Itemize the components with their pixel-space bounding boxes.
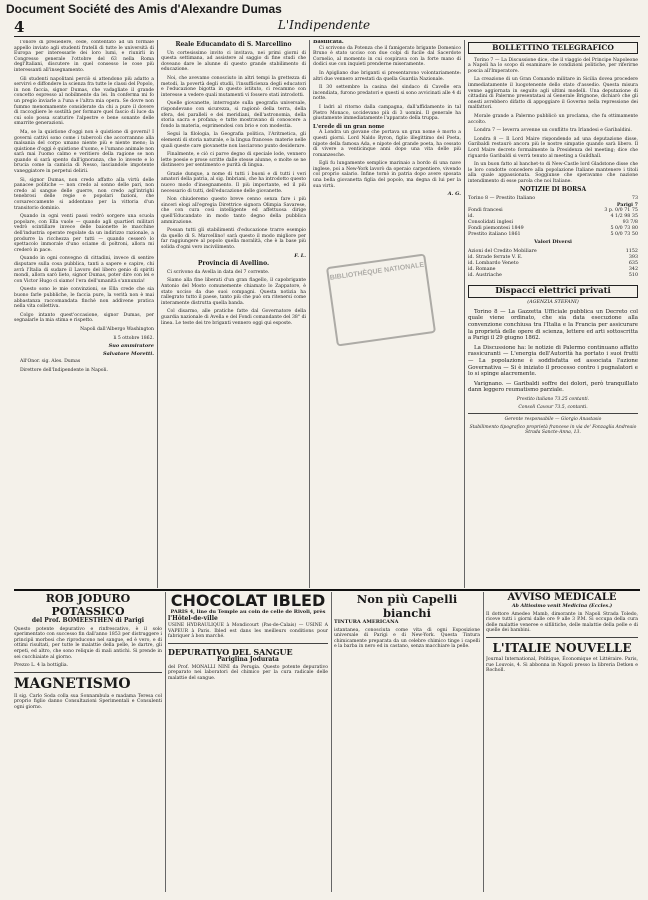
paragraph: Il 30 settembre la casina del sindaco di Cavelle era incendiata, furono predatori e questi si sono avvicinati alle 4 di notte.: [313, 85, 461, 102]
finance-value: 4 1/2 98 35: [610, 214, 638, 220]
ad-rob-joduro: [14, 592, 162, 892]
addressee: Direttore dell'Indipendente in Napoli.: [20, 367, 108, 373]
paragraph: La creazione di un Gran Comando militare in Sicilia dovea procedere immediatamente il luogotenente dello stato d'assedio. Questa misura venne aggiornata in seguito agli ultimi modelli. Una deputazione di cittadini di Palermo presentatasi al Generale Brignone, dichiarò che gli onesti avrebbero difatto di appoggiare il Governo nella repressione dei malfattori.: [468, 77, 638, 111]
finance-label: Parigi 7: [616, 202, 638, 209]
finance-value: 5 0/0 73 50: [610, 232, 638, 238]
dispatches-title: Dispacci elettrici privati: [468, 285, 638, 299]
valori-value: 510: [628, 272, 638, 278]
ad-title: CHOCOLAT IBLED: [170, 592, 326, 610]
finance-value: 5 0/0 73 80: [610, 226, 638, 232]
finance-label: Prestito italiano 1861: [468, 232, 521, 238]
paragraph: Siamo alla fine liberati d'un gran flagello, il capobrigante Antonio del Mosto comunemente chiamato lo Zappatore, è stato ucciso da due suoi compagni. Questa notizia ha rallegrato tutto il paese, tanto più che può ora ritenersi come interamente distrutta quella banda.: [161, 278, 306, 306]
paragraph: Egli fu lungamente semplice marinaio a bordo di una nave inglese, poi a New-York lavorò da operaio carpentiere, vivendo col proprio salario. Infine tornò in patria dopo avere sposata una bella giovanetta figlia del popolo, ma degna di lui per la sua virtù.: [313, 161, 461, 189]
section-title: Provincia di Avellino.: [197, 260, 270, 268]
paragraph: Varignano. — Garibaldi soffre dei dolori, però tranquillato dann leggero reumatismo parziale.: [468, 380, 638, 394]
ads-separator: [14, 589, 640, 591]
signature: Salvatore Moretti.: [102, 350, 154, 357]
dateline: Napoli dall'Albergo Washington: [80, 326, 154, 332]
column-divider: [464, 40, 465, 588]
document-source-label: Document Société des Amis d'Alexandre Dumas: [6, 2, 282, 16]
article-signature: F. L.: [294, 252, 306, 259]
finance-title: NOTIZIE DI BORSA: [519, 186, 587, 194]
ad-subtitle: del Prof. BOMEESTHEN di Parigi: [31, 617, 145, 624]
paragraph: Possan tutti gli stabilimenti d'educazione trarre esempio da quello di S. Marcellino! sarà questo il modo migliore per far raggiungere al popolo quella moralità, che è la base più solida d'ogni vero incivilimento.: [161, 228, 306, 250]
ad-text: Il sig. Carlo Soda colla sua Sonnambula e madama Teresa col proprio figlio danno Consultazioni Sperimentali e Consulenti ogni giorno.: [14, 693, 162, 710]
finance-row: [468, 232, 638, 238]
column-divider: [309, 40, 310, 588]
ad-text: Journal International, Politique, Économique et Littéraire. Paris, rue Louvois, 4. Si abbonna in Napoli presso la libreria Detken e Rocholl.: [486, 656, 638, 674]
column-letter: [14, 40, 154, 588]
valori-label: Azioni del Credito Mobiliare: [468, 248, 537, 254]
article-title: Reale Educandato di S. Marcellino: [175, 41, 292, 48]
dispatches-agency: (AGENZIA STEFANI): [527, 300, 579, 306]
ad-subtitle: Pariglina Jodurata: [217, 655, 279, 663]
section-title: Basilicata.: [313, 40, 344, 45]
divider: [168, 643, 328, 644]
section-title: L'erede di un gran nome: [313, 123, 385, 130]
gerente-line: Gerente responsabile — Giorgio Anastasio: [504, 417, 602, 423]
paragraph: Seguì la filologia, la Geografia politica, l'Aritmetica, gli elementi di storia naturale, e la lingua francese: materie nelle quali queste care giovanette non lasciarono punto desiderare.: [161, 132, 306, 149]
paragraph: Quelle giovanette, interrogate sulla geografia universale, rispondevano con sicurezza, si ragionò della terra, della sfera, dei paralleli e dei meridiani, dell'astronomia, della storia sacra e profana; e tutte mostravano di conoscere a fondo la materia, esprimendosi con brio e con modestia.: [161, 101, 306, 129]
paragraph: La Discussione ha: le notizie di Palermo continuano affatto rassicuranti — L'energia dell'Autorità ha portato i suoi frutti — La popolazione è soddisfatta ed associata l'azione Governativa — Si è iniziato il processo contro i pugnalatori e lo si spinge alacremente.: [468, 344, 638, 378]
paragraph: Londra 8 — Il Lord Maire rispondendo ad una deputazione disse, Garibaldi restaurò ancora più le nostre simpatie quando sarà libero. Il Lord Maire decreto formalmente la Presidenza del meeting; dice che riguardo Garibaldi si verrà tenuto al meeting a Guildhall.: [468, 136, 638, 159]
valori-label: id. Strade ferrate V. E.: [468, 254, 523, 260]
ad-price: Prezzo L. 4 la bottiglia.: [14, 663, 69, 669]
ad-text: del Prof. MONALLI NINI da Perugia. Questo potente depurativo preparato nei laboratori del chimico per la cura radicale delle malattie del sangue.: [168, 664, 328, 681]
paragraph: I ladri al ritorno dalla campagna, dall'affidamento in tal Pietro Monaco, uccidevano più di 3 uomini. Il generale ha giustamente immediatamente l'apparato della truppa.: [313, 104, 461, 122]
divider: [14, 672, 162, 673]
library-stamp: BIBLIOTHÈQUE NATIONALE: [326, 253, 436, 346]
column-educandato: [161, 40, 306, 588]
ad-text: USINE HYDRAULIQUE à Mondicourt (Pas-de-Calais) — USINE A VAPEUR à Paris. Ibled est dans les meilleurs conditions pour fabriquer à bon marché.: [168, 623, 328, 640]
paragraph: Un cortesissimo invito ci invitava, nei primi giorni di questa settimana, ad assistere al saggio di fine studi che doveano dare le alunne di questo grande stabilimento di educazione.: [161, 50, 306, 73]
paragraph: Col disarmo, alle pratiche fatte dal Governatore della guardia nazionale di Avella e del Fondi comandante del 38° di linea. Le teste dei tre briganti vennero oggi qui esposte.: [161, 309, 306, 326]
ad-subtitle: TINTURA AMERICANA: [334, 619, 399, 625]
ad-subtitle: Ab Altissimo venit Medicina (Eccles.): [511, 603, 613, 609]
finance-value: 3 p. 0/0 71 75: [604, 208, 638, 214]
column-telegraph: [468, 40, 638, 588]
paragraph: Londra 7 — Ieverra avvenne un conflitto tra Irlandesi e Garibaldini.: [474, 128, 632, 134]
valori-title: Valori Diversi: [534, 239, 572, 246]
paragraph: Gli studenti napolitani perciò si attendono più adatto a servirvi e diffondere la scienza fra tutte le classi del Popolo, in non faccia, signor Dumas, che vadagliate il grande concetto espresso al nobilmente da lei. In conferma mi fo un pregio inviarle a l'una e l'altra mia opera. Se dovre non fummo menomamente considerate da chi a pure il dovere di raccogliere le sostiltà per formare quel fascio di luce da cui solo possa scaturire l'alpestre e bene sonante delle smarrite generazioni.: [14, 76, 154, 127]
masthead: L'Indipendente: [277, 18, 371, 32]
ad-address: PARIS 4, line du Temple au coin de celle de Rivoli, près: [170, 609, 326, 615]
paragraph: Colgo intanto quest'occasione, signor Dumas, per segnalarle la mia stima e rispetto.: [14, 312, 154, 324]
valori-value: 1152: [625, 248, 638, 254]
ad-capelli-bianchi: [334, 592, 480, 892]
paragraph: In Apigliano due briganti si presentarono volontariamente: altri due vennero arrestati da quella Guardia Nazionale.: [313, 70, 461, 82]
paragraph: Torino 8 — La Gazzetta Ufficiale pubblica un Decreto col quale viene ordinato, che sia data esecuzione alla convenzione conchiusa tra l'Italia e la Francia per assicurare la proprietà delle opere di scienza, lettere ed arti sottoscritta a Parigi il 29 giugno 1862.: [468, 308, 638, 342]
ad-hotel: l'Hôtel-de-ville: [168, 614, 218, 622]
ad-title: DEPURATIVO DEL SANGUE: [168, 646, 293, 657]
paragraph: Noi, che avevamo conosciuto in altri tempi la grettezza di metodi, la povertà degli studii, l'insufficienza degli educatori e l'educazione bigotta in questo istituto, ci recammo con interesse a vedere quali mutamenti vi fossero stati introdotti.: [161, 75, 306, 98]
finance-label: Fondi piemontesi 1849: [468, 226, 524, 232]
paragraph: Ci scrivono da Avella in data del 7 corrente.: [167, 269, 270, 275]
paragraph: Ma, se la quistione d'oggi non è quistione di governi! I governi cattivi sono come i tubercoli che accorrannno alla malsania del corpo umano niente più e niente meno; la quistione d'oggi è quistione d'uomo, e l'umano animale non sarà mai l'uomo calmo e veritiero della ragione se non quando si sarà spento dall'ignoranza, che lo investe e lo brucia come la camicia di Nesso, lasciandole impotente vaneggiatore in perpetui delirii.: [14, 129, 154, 175]
consoli-line: Consoli Cavour 73.5, contanti.: [518, 404, 588, 410]
valori-label: id. Austriache: [468, 272, 502, 278]
column-divider: [165, 592, 166, 892]
paragraph: Morale grande a Palermo pubblicò un proclama, che fu ottimamente accolto.: [468, 113, 638, 125]
ad-text: istantanea, conosciuta come vita di ogni Esposizione universale di Parigi e di New-York. Questa Tintura chimicamente preparata da un celebre chimico tinge i capelli e la barba in nero ed in castano, senza macchiare la pelle.: [334, 627, 480, 650]
valori-value: 393: [628, 254, 638, 260]
paragraph: A Londra un giovane che portava un gran nome è morto a questi giorni. Lord Naldo Byron, figlio illegittimo del Poeta, nipote della famosa Ada, e nipote del grande poeta, ha cessato di vivere a venticinque anni dopo una vita delle più romanzesche.: [313, 130, 461, 158]
valori-value: 635: [628, 260, 638, 266]
paragraph: Questo sono le mie convinzioni, se Ella crede che sia buono farle pubbliche, le faccia pure, la verità non è mai abbastanza raccomandata finchè non addivene pratica nella vita collettiva.: [14, 287, 154, 310]
valori-value: 342: [628, 266, 638, 272]
prestito-line: Prestito italiano 73.25 contanti.: [516, 396, 590, 402]
ad-title: MAGNETISMO: [14, 675, 131, 692]
column-divider: [157, 40, 158, 588]
paragraph: Grazie dunque, a nome di tutti i buoni e di tutti i veri amatori della patria, al sig. Imbriani, che ha introdotto questo nuovo modo d'insegnamento. Il più importante, ed il più necessario di tutti, dell'educazione delle giovanette.: [161, 171, 306, 194]
divider: [468, 413, 638, 414]
date: li 5 ottobre 1862.: [113, 335, 154, 341]
finance-label: Consolidati inglesi: [468, 220, 514, 226]
paragraph: Non chiuderemo questo breve cenno senza fare i più sinceri elogi all'egregia Direttrice signora Olimpia Savarese, che con cura così intelligente ed affettuosa dirige quell'Educandato in modo tanto degno della pubblica ammirazione.: [161, 197, 306, 225]
page-number: 4: [14, 18, 25, 36]
finance-label: Torino 8 — Prestito Italiano: [468, 196, 536, 202]
paragraph: Ci scrivono da Potenza che il famigerato brigante Domenico Bruno è stato ucciso con due colpi di fucile dal Sacerdote Cornelio, al momento in cui cospirava con la forte mano di dodici sue con inquieti prenderne miseramente.: [313, 45, 461, 68]
ad-text: Questo potente depurativo e rinfrescativo, è il solo sperimentato con successo fin dall'anno 1853 per distruggere i principii morbosi che riproducono nel sangue, ed è vero, e di ottimi risultati, per tutte le malattie della pelle, le dartre, gli erpeti, ed altro, che sono reliquie di mali antichi. Si prende in sei cucchiaiate al giorno.: [14, 626, 162, 660]
addressee: All'Onor. sig. Ales. Dumas: [20, 359, 81, 365]
header-rule: [14, 36, 640, 37]
paragraph: Si, signor Dumas, non credo affatto alla virtù delle panacee politiche — non credo al sonno delle pari, non credo al sangue delle guerre, non credo agl'intrighi tenebrosi delle regie e popolari fazioni, che corsareccamente si addentano per la vittoria d'un transitorio dominio.: [14, 177, 154, 211]
column-divider: [331, 592, 332, 892]
ad-avviso-medicale: [486, 592, 638, 892]
finance-value: 73: [631, 196, 638, 202]
ad-title: ROB JODURO POTASSICO: [45, 592, 131, 618]
closing: Suo ammiratore: [108, 343, 154, 350]
ad-text: Il dottore Amedeo Mamb, dimorante in Napoli Strada Toledo, riceve tutti i giorni dalle ore 9 alle 3 P.M. Si occupa della cura delle malattie veneree e sifilitiche, delle malattie della pelle e di quelle dei bambini.: [486, 611, 638, 634]
ad-title: L'ITALIE NOUVELLE: [492, 640, 632, 655]
valori-row: [468, 273, 638, 279]
finance-label: id.: [468, 214, 475, 220]
printer-line: Stabilimento tipografico proprietà francese in via de' Fonzaglia Andreaio Strada Sancte-Anna, 13.: [469, 424, 637, 436]
paragraph: Finalmente, e ciò ci parve degno di speciale lode, vennero lette poesie e prose scritte dalle stesse alunne, e molte se ne distinsero per sentimento e purità di lingua.: [161, 152, 306, 169]
paragraph: Quando in ogni venti passi vedrò sorgere una scuola popolare, con Ella vuole — quando agli quartieri militari vedrò scintillare invece delle baionette le macchine dell'industria operate regolate da un indirizzo razionale, a produrre la ricchezza per tutti — quando cesserò lo spettacolo immorale d'uno sciame di poltroni, allora mi crederò in pace.: [14, 214, 154, 253]
paragraph: Torino 7 — La Discussione dice, che il viaggio del Principe Napoleone a Napoli ha lo scopo di esaminare le condizioni politiche, per riferirne poscia all'Imperatore.: [468, 57, 638, 74]
article-signature: A. G.: [447, 191, 461, 198]
paragraph: l'onore di presiedere, cede, contentato ad un formale appello inviato agli studenti fratelli di tutte le università di Europa per interessarle dei loro lumi, e riunirli in Congresso generale l'ottobre del 63 nella Roma degl'Italiani, discutere in quel consesso le cose più interessanti all'insegnamento.: [14, 40, 154, 73]
telegraph-title: BOLLETTINO TELEGRAFICO: [468, 42, 638, 54]
divider: [486, 637, 638, 638]
column-divider: [483, 592, 484, 892]
paragraph: Quando in ogni convegno di cittadini, invece di sentire disputare sulla cosa pubblica, tanti a sapere e capire, chi avrà l'Italia di sudare il Lavoro del libero genio di spiriti mondi, allora sarò lieto, signor Dumas, poter dire con lei e con Victor Hugo ci siamo! l'era dell'umanità s'annunzia!: [14, 256, 154, 284]
ad-chocolat-ibled: [168, 592, 328, 892]
finance-value: 93 7/8: [622, 220, 638, 226]
ad-title: AVVISO MEDICALE: [507, 592, 617, 603]
paragraph: In un buon fatto al banchet-to di New-Castle lord Gladstone disse che le loro condotte concedere alla popolazione Italiane mantenere i titoli alla quale appassionata. Soggiunse che speravamo che nazione intendimento di esse parola che noi Italiane.: [468, 162, 638, 184]
valori-label: id. Romane: [468, 266, 496, 272]
finance-label: Fondi francesi: [468, 208, 503, 214]
valori-label: id. Lombardo Veneto: [468, 260, 519, 266]
ad-title: Non più Capelli bianchi: [356, 592, 458, 620]
